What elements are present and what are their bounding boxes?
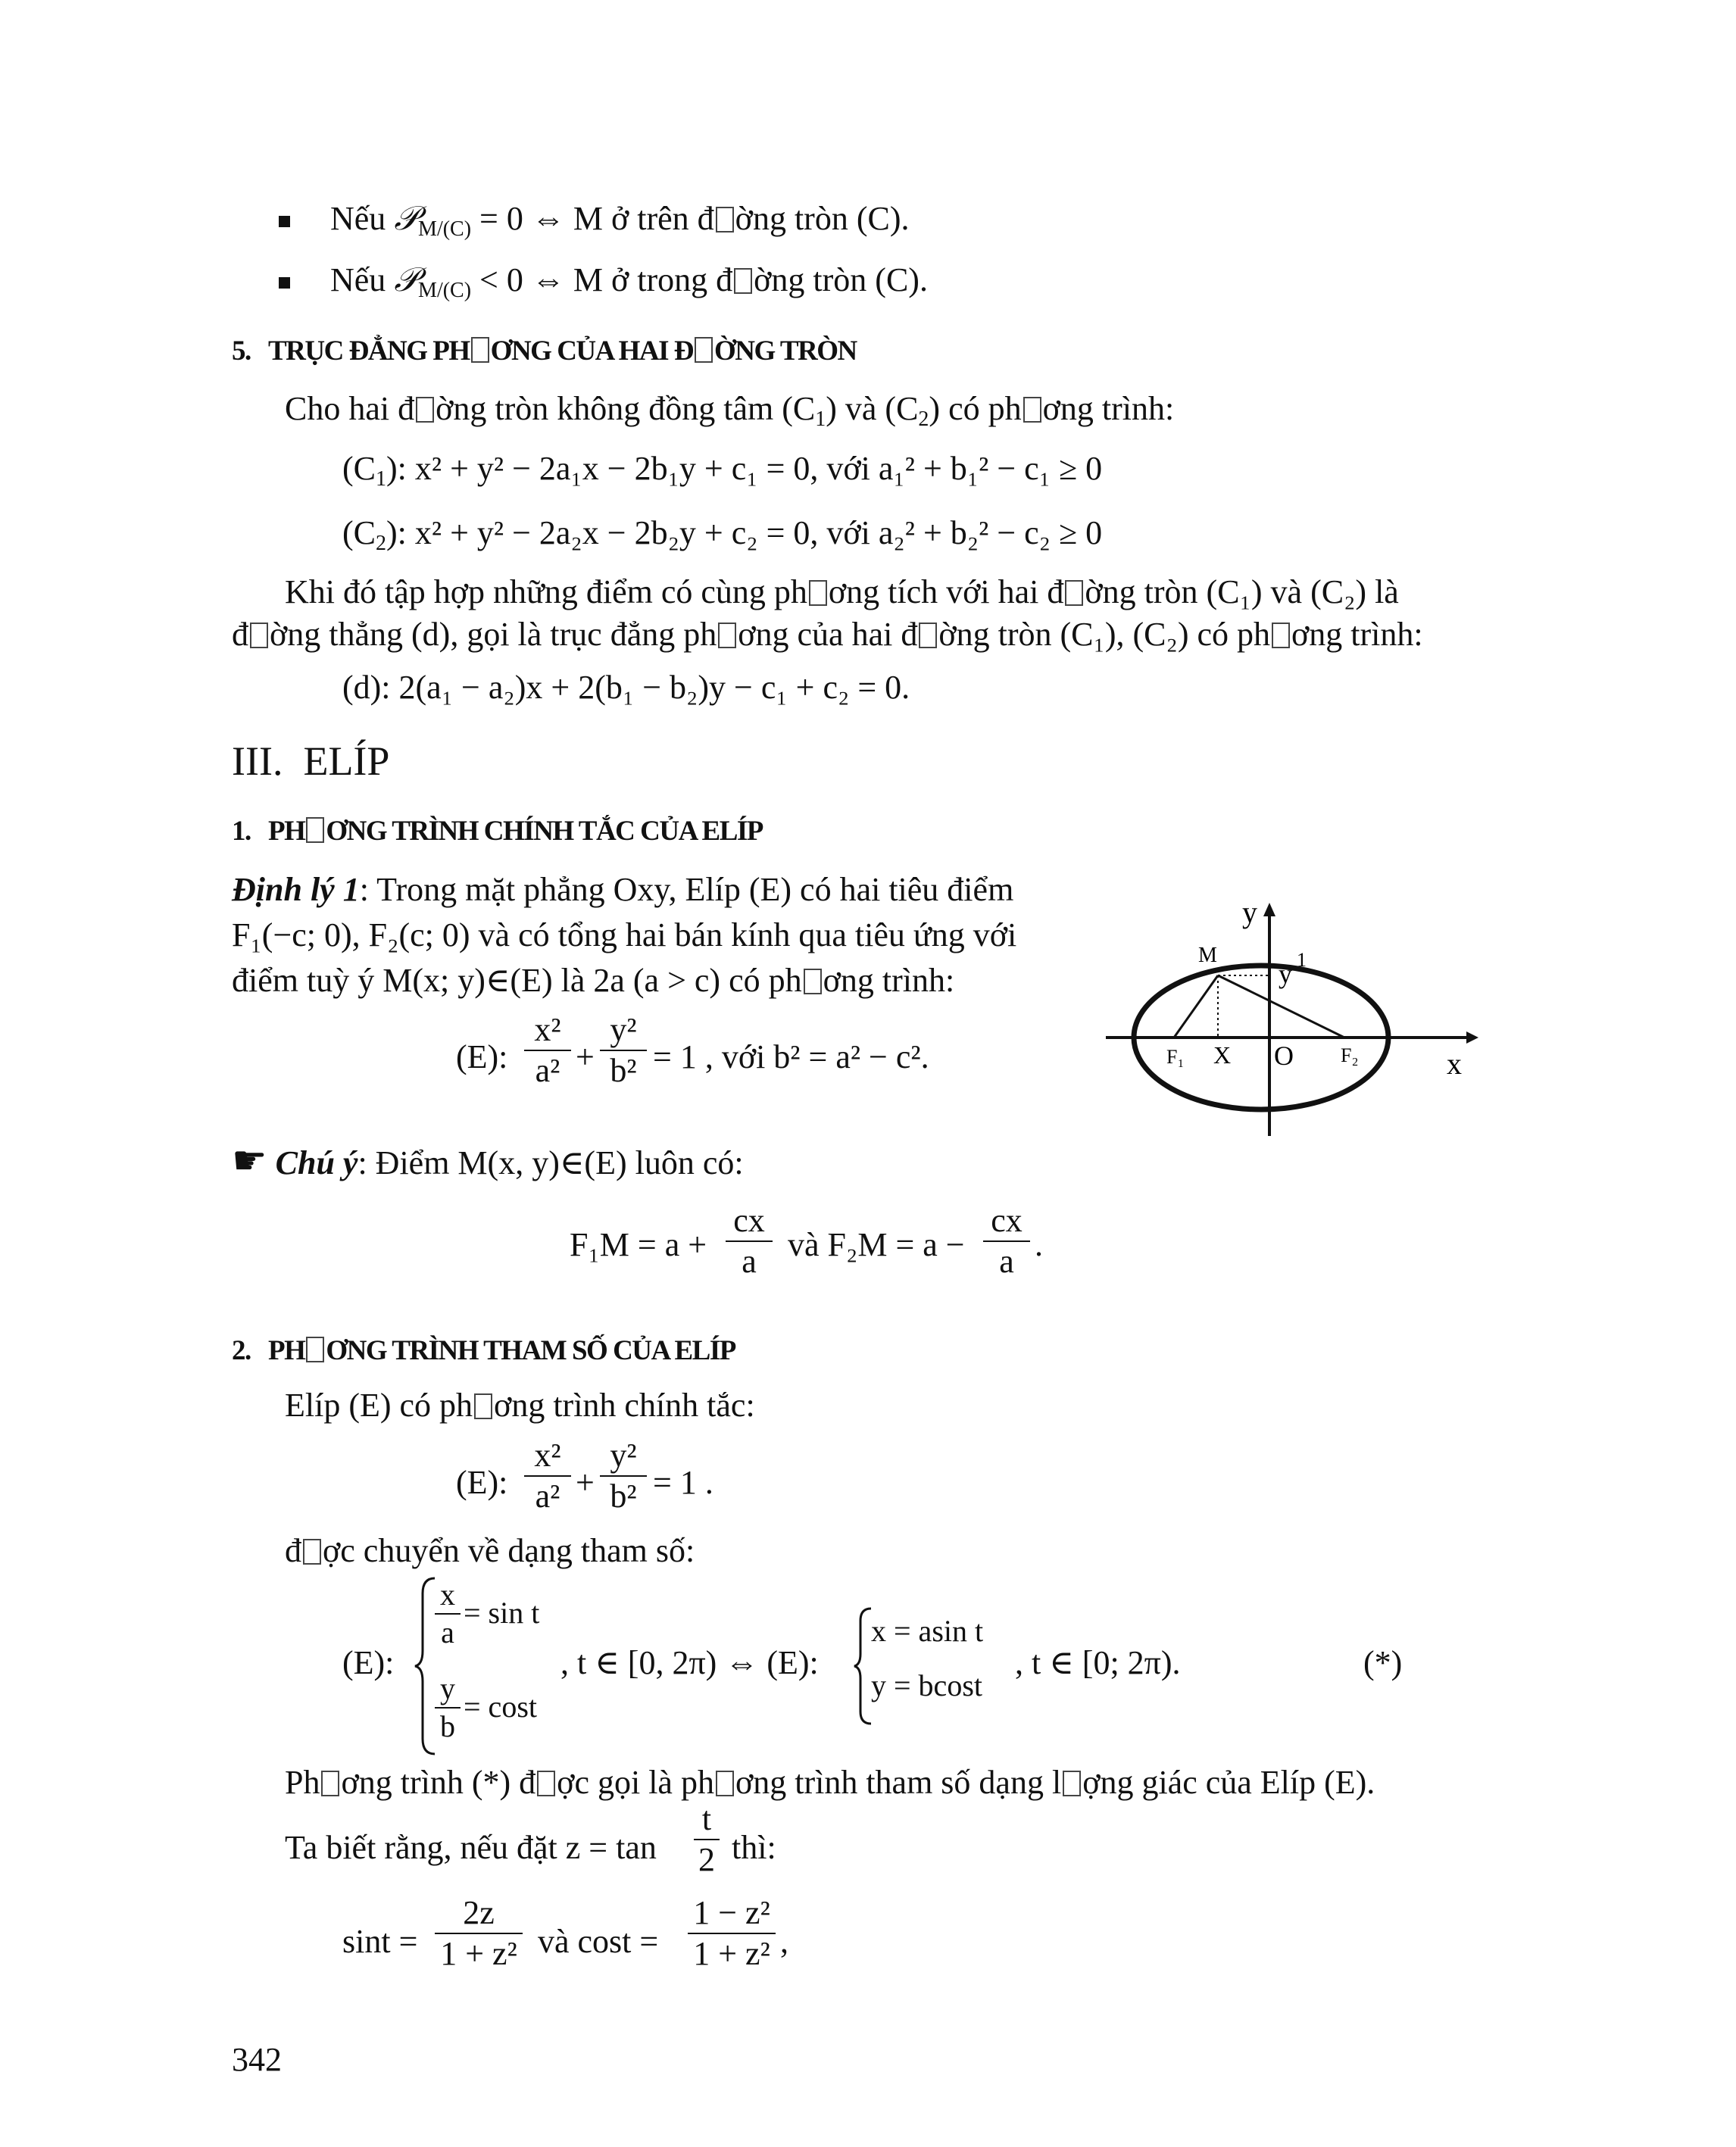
cost-end: , [780,1923,788,1960]
label-x-axis: x [1447,1047,1462,1081]
note-line: ☛ Chú ý: Điểm M(x, y)∈(E) luôn có: [232,1140,744,1183]
fraction: x a [435,1580,461,1648]
y-axis-arrow [1263,903,1275,916]
fraction: y² b² [600,1013,647,1088]
param-cos: = cost [464,1690,537,1724]
label-origin: O [1274,1041,1294,1071]
section-heading: 1. PH ƠNG TRÌNH CHÍNH TẮC CỦA ELÍP [232,816,763,847]
paragraph: đ ợc chuyển về dạng tham số: [285,1532,695,1569]
part-heading: III. ELÍP [232,738,390,784]
theorem-line: điểm tuỳ ý M(x; y)∈(E) là 2a (a > c) có ph ơng trình: [232,962,955,999]
paragraph: Cho hai đ ờng tròn không đồng tâm $(C_1)$ và $(C_2)$ có ph ơng trình: [285,390,1175,431]
equation-rhs: = 1 . [653,1464,713,1501]
label-f2: F₂ [1341,1044,1359,1066]
fraction: y b [435,1674,461,1742]
fraction: x² a² [524,1439,571,1513]
fraction: cx a [983,1204,1030,1278]
plus-sign: + [576,1464,595,1501]
focal-eq-mid: và F₂M = a − [788,1226,965,1263]
fraction: 1 − z² 1 + z² [688,1896,776,1971]
pointing-hand-icon: ☛ [232,1140,267,1183]
bullet-marker [279,277,290,289]
theorem-line: Định lý 1: Trong mặt phẳng Oxy, Elíp (E) có hai tiêu điểm [232,871,1014,908]
paragraph: Ph ơng trình (*) đ ợc gọi là ph ơng trình tham số dạng l ợng giác của Elíp (E). [285,1764,1375,1801]
equation-lhs: (E): [456,1038,508,1075]
param-mid: , t ∈ [0, 2π) ⇔ (E): [560,1644,819,1681]
label-y-axis: y [1242,895,1257,929]
section-heading: 2. PH ƠNG TRÌNH THAM SỐ CỦA ELÍP [232,1335,735,1366]
equation-tag: (*) [1363,1644,1403,1681]
focal-eq-left: F₁M = a + [570,1226,707,1263]
page-number: 342 [232,2041,282,2078]
param-x: x = asin t [871,1614,984,1648]
paragraph: Elíp (E) có ph ơng trình chính tắc: [285,1387,755,1424]
paragraph: Khi đó tập hợp những điểm có cùng ph ơng tích với hai đ ờng tròn (C₁) và (C₂) là [285,573,1399,610]
equation-rhs: = 1 , với b² = a² − c². [653,1038,929,1075]
label-y1-sub: 1 [1297,949,1307,971]
fraction: x² a² [524,1013,571,1088]
x-axis-arrow [1466,1031,1478,1044]
ellipse-figure [1091,894,1485,1144]
param-sin: = sin t [464,1596,540,1630]
fraction: cx a [726,1204,773,1278]
bullet-marker [279,216,290,227]
focal-eq-end: . [1035,1226,1043,1263]
paragraph: thì: [732,1829,776,1866]
param-end: , t ∈ [0; 2π). [1015,1644,1181,1681]
fraction: t 2 [694,1802,720,1877]
label-x-point: X [1213,1041,1232,1069]
cost-lhs: và cost = [538,1923,659,1960]
label-y1: y [1279,959,1292,989]
plus-sign: + [576,1038,595,1075]
equation-d: (d): 2(a₁ − a₂)x + 2(b₁ − b₂)y − c₁ + c₂ = 0. [342,669,910,706]
param-lhs: (E): [342,1644,395,1681]
bullet-text: Nếu 𝒫$_{M/(C)}$ < 0 ⇔ M ở trong đ ờng tròn (C). [330,261,928,302]
equation-c1: $(C_1)$: x² + y² − 2a₁x − 2b₁y + c₁ = 0, với a₁² + b₁² − c₁ ≥ 0 [342,450,1103,491]
theorem-line: F₁(−c; 0), F₂(c; 0) và có tổng hai bán kính qua tiêu ứng với [232,916,1017,953]
focal-radius-f1 [1174,975,1218,1038]
param-y: y = bcost [871,1668,982,1702]
label-f1: F₁ [1166,1046,1185,1068]
paragraph: đ ờng thẳng (d), gọi là trục đẳng ph ơng của hai đ ờng tròn (C₁), (C₂) có ph ơng trình: [232,616,1423,653]
equation-c2: $(C_2)$: x² + y² − 2a₂x − 2b₂y + c₂ = 0, với a₂² + b₂² − c₂ ≥ 0 [342,514,1103,555]
paragraph: Ta biết rằng, nếu đặt z = tan [285,1829,657,1866]
fraction: y² b² [600,1439,647,1513]
sint-lhs: sint = [342,1923,418,1960]
bullet-text: Nếu 𝒫$_{M/(C)}$ = 0 ⇔ M ở trên đ ờng tròn (C). [330,200,910,241]
label-m: M [1198,944,1217,967]
section-heading: 5. TRỤC ĐẲNG PH ƠNG CỦA HAI Đ ỜNG TRÒN [232,335,857,367]
equation-lhs: (E): [456,1464,508,1501]
fraction: 2z 1 + z² [435,1896,523,1971]
